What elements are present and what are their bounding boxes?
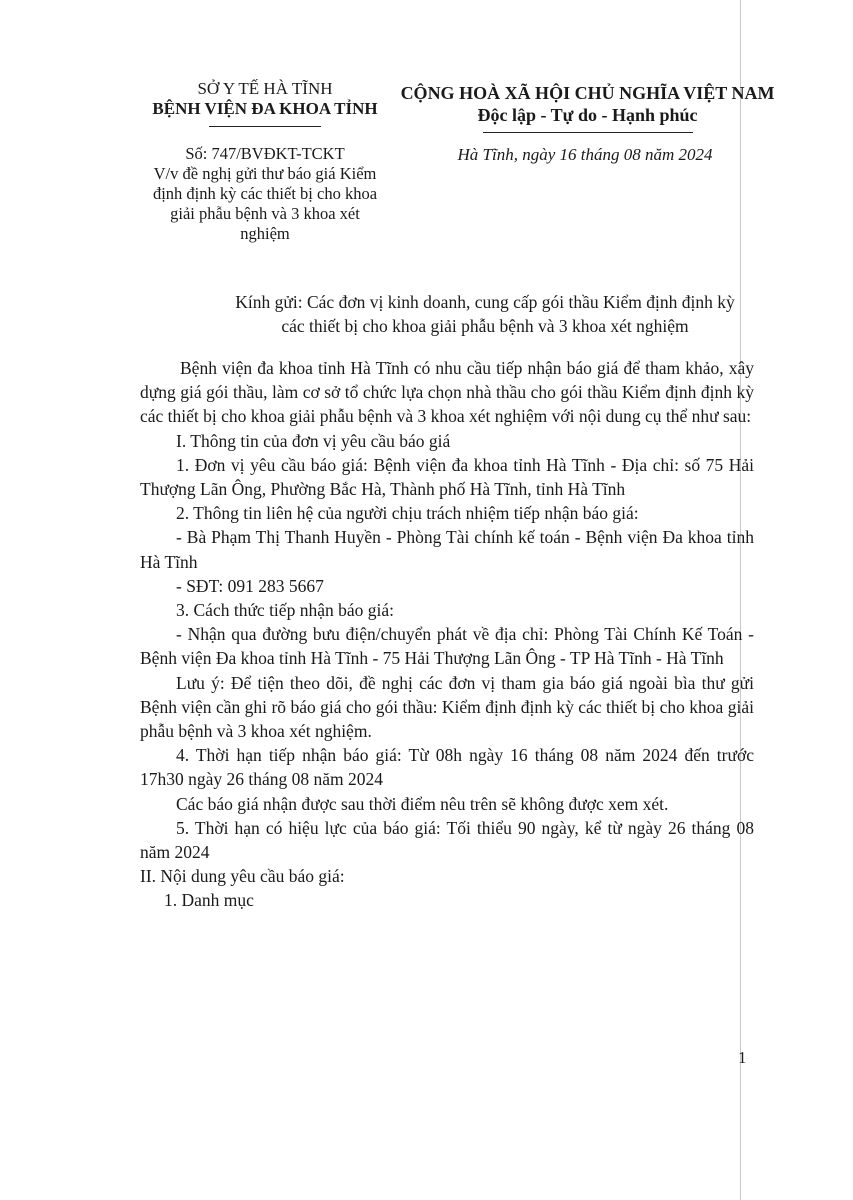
issue-date: Hà Tĩnh, ngày 16 tháng 08 năm 2024 <box>457 145 713 164</box>
late-note: Các báo giá nhận được sau thời điểm nêu trên sẽ không được xem xét. <box>176 793 669 814</box>
item-3: 3. Cách thức tiếp nhận báo giá: <box>176 600 394 621</box>
sub-item-1: 1. Danh mục <box>164 890 254 911</box>
document-number: Số: 747/BVĐKT-TCKT <box>185 144 345 163</box>
hospital-name: BỆNH VIỆN ĐA KHOA TỈNH <box>152 99 378 118</box>
item-2: 2. Thông tin liên hệ của người chịu trách nhiệm tiếp nhận báo giá: <box>176 503 639 524</box>
subject-line-4: nghiệm <box>240 224 290 243</box>
recipient-line-2: các thiết bị cho khoa giải phẫu bệnh và 3 khoa xét nghiệm <box>281 316 689 336</box>
recipient-line-1: Kính gửi: Các đơn vị kinh doanh, cung cấp gói thầu Kiểm định định kỳ <box>235 292 735 312</box>
department-name: SỞ Y TẾ HÀ TĨNH <box>197 79 333 98</box>
issuer-underline <box>209 126 321 127</box>
issuer-header <box>135 79 395 127</box>
section-1-heading: I. Thông tin của đơn vị yêu cầu báo giá <box>176 430 451 451</box>
contact-name: - Bà Phạm Thị Thanh Huyền - Phòng Tài chính kế toán - Bệnh viện Đa khoa tỉnh Hà Tĩnh <box>140 527 754 572</box>
subject-line-2: định định kỳ các thiết bị cho khoa <box>152 184 378 203</box>
intro-paragraph: Bệnh viện đa khoa tỉnh Hà Tĩnh có nhu cầu tiếp nhận báo giá để tham khảo, xây dựng giá gói thầu, làm cơ sở tổ chức lựa chọn nhà thầu cho gói thầu Kiểm định định kỳ các thiết bị cho khoa giải phẫu bệnh và 3 khoa xét nghiệm với nội dung cụ thể như sau: <box>140 358 754 427</box>
item-4: 4. Thời hạn tiếp nhận báo giá: Từ 08h ngày 16 tháng 08 năm 2024 đến trước 17h30 ngày 26 tháng 08 năm 2024 <box>140 745 754 790</box>
section-2-heading: II. Nội dung yêu cầu báo giá: <box>140 866 345 887</box>
page-number: 1 <box>738 1048 747 1067</box>
note-paragraph: Lưu ý: Để tiện theo dõi, đề nghị các đơn vị tham gia báo giá ngoài bìa thư gửi Bệnh viện cần ghi rõ báo giá cho gói thầu: Kiểm định định kỳ các thiết bị cho khoa giải phẫu bệnh và 3 khoa xét nghiệm. <box>140 672 754 742</box>
subject-line-1: V/v đề nghị gửi thư báo giá Kiểm <box>153 164 377 183</box>
reference-block <box>140 144 390 244</box>
receive-method: - Nhận qua đường bưu điện/chuyển phát về địa chỉ: Phòng Tài Chính Kế Toán - Bệnh viện Đa khoa tỉnh Hà Tĩnh - 75 Hải Thượng Lãn Ông - TP Hà Tĩnh - Hà Tĩnh <box>140 624 754 669</box>
subject-line-3: giải phẫu bệnh và 3 khoa xét <box>170 204 360 223</box>
motto-underline <box>483 132 693 133</box>
item-1: 1. Đơn vị yêu cầu báo giá: Bệnh viện đa khoa tỉnh Hà Tĩnh - Địa chỉ: số 75 Hải Thượng Lãn Ông, Phường Bắc Hà, Thành phố Hà Tĩnh, tỉnh Hà Tĩnh <box>140 454 754 500</box>
item-5: 5. Thời hạn có hiệu lực của báo giá: Tối thiểu 90 ngày, kể từ ngày 26 tháng 08 năm 2024 <box>140 817 754 863</box>
national-header <box>395 82 780 133</box>
national-motto: Độc lập - Tự do - Hạnh phúc <box>477 105 698 125</box>
letter-body <box>140 356 754 913</box>
national-title: CỘNG HOÀ XÃ HỘI CHỦ NGHĨA VIỆT NAM <box>400 83 775 103</box>
contact-phone: - SĐT: 091 283 5667 <box>176 575 324 596</box>
recipient-block <box>195 290 775 338</box>
